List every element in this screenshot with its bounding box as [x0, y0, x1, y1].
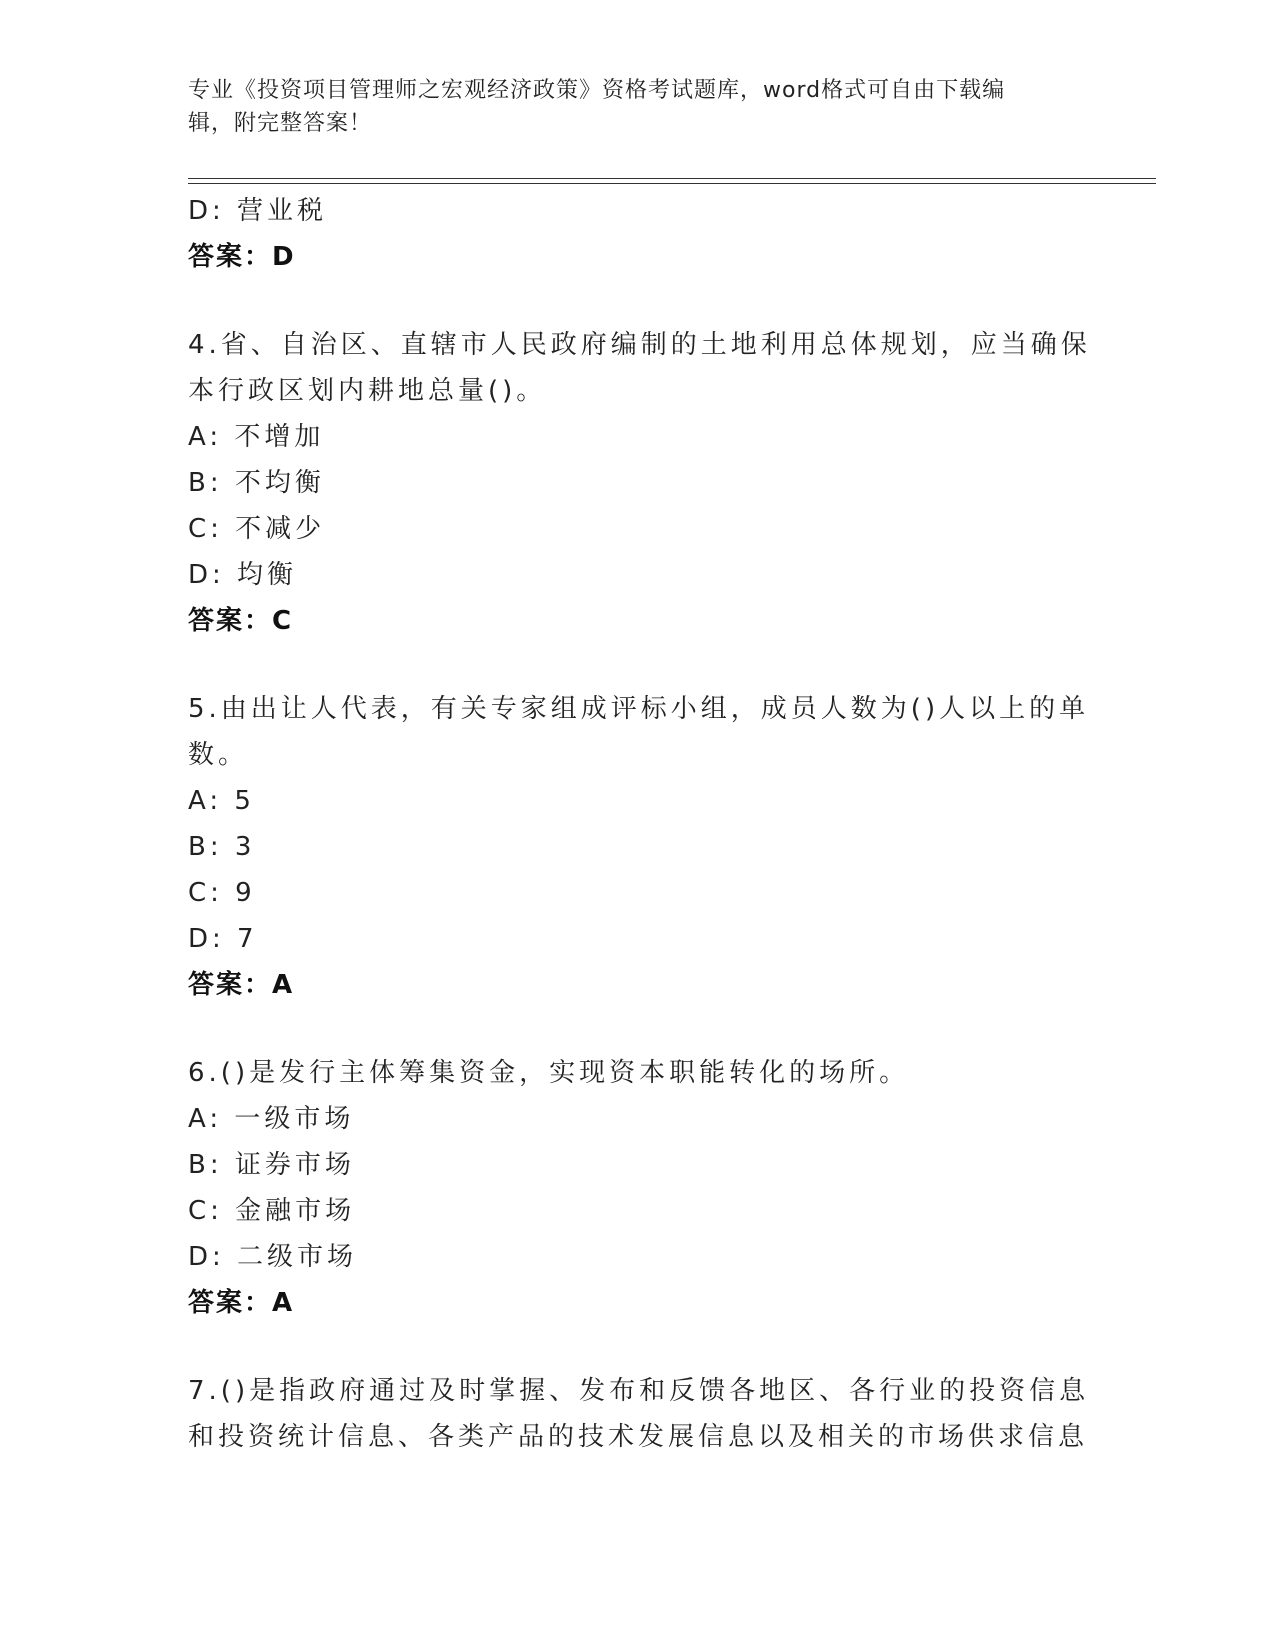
question-5 [188, 686, 1088, 1008]
prev-option-d: D: 营业税 [188, 196, 328, 226]
question-4-option-b: B: 不均衡 [188, 468, 325, 498]
question-5-option-b: B: 3 [188, 832, 256, 862]
question-5-answer: 答案：A [188, 970, 295, 1000]
header-line-1: 专业《投资项目管理师之宏观经济政策》资格考试题库，word格式可自由下载编 [188, 78, 1006, 103]
question-4 [188, 322, 1091, 644]
question-6-text-line-1: 6.()是发行主体筹集资金，实现资本职能转化的场所。 [188, 1058, 910, 1088]
question-7 [188, 1368, 1088, 1460]
question-4-answer: 答案：C [188, 606, 294, 636]
question-list [188, 188, 1091, 1460]
prev-answer: 答案：D [188, 242, 296, 272]
question-4-option-d: D: 均衡 [188, 560, 298, 590]
question-5-text-line-1: 5.由出让人代表，有关专家组成评标小组，成员人数为()人以上的单 [188, 694, 1090, 724]
question-7-text-line-1: 7.()是指政府通过及时掌握、发布和反馈各地区、各行业的投资信息 [188, 1376, 1090, 1406]
question-6-option-b: B: 证券市场 [188, 1150, 355, 1180]
question-4-option-c: C: 不减少 [188, 514, 326, 544]
question-6-option-a: A: 一级市场 [188, 1104, 355, 1134]
question-7-text-line-2: 和投资统计信息、各类产品的技术发展信息以及相关的市场供求信息 [188, 1422, 1089, 1452]
question-6-option-d: D: 二级市场 [188, 1242, 358, 1272]
header-divider-top [188, 178, 1156, 179]
document-header [188, 74, 1068, 140]
spacer [188, 1008, 1088, 1050]
question-5-text-line-2: 数。 [188, 740, 249, 770]
question-6-option-c: C: 金融市场 [188, 1196, 356, 1226]
spacer [188, 1326, 1088, 1368]
header-divider-bottom [188, 183, 1156, 184]
spacer [188, 280, 1088, 322]
question-5-option-c: C: 9 [188, 878, 256, 908]
question-4-text-line-1: 4.省、自治区、直辖市人民政府编制的土地利用总体规划，应当确保 [188, 330, 1091, 360]
question-5-option-d: D: 7 [188, 924, 258, 954]
spacer [188, 644, 1088, 686]
question-4-text-line-2: 本行政区划内耕地总量()。 [188, 376, 547, 406]
question-4-option-a: A: 不增加 [188, 422, 325, 452]
question-5-option-a: A: 5 [188, 786, 255, 816]
header-line-2: 辑，附完整答案！ [188, 111, 373, 136]
question-6 [188, 1050, 1088, 1326]
question-6-answer: 答案：A [188, 1288, 295, 1318]
